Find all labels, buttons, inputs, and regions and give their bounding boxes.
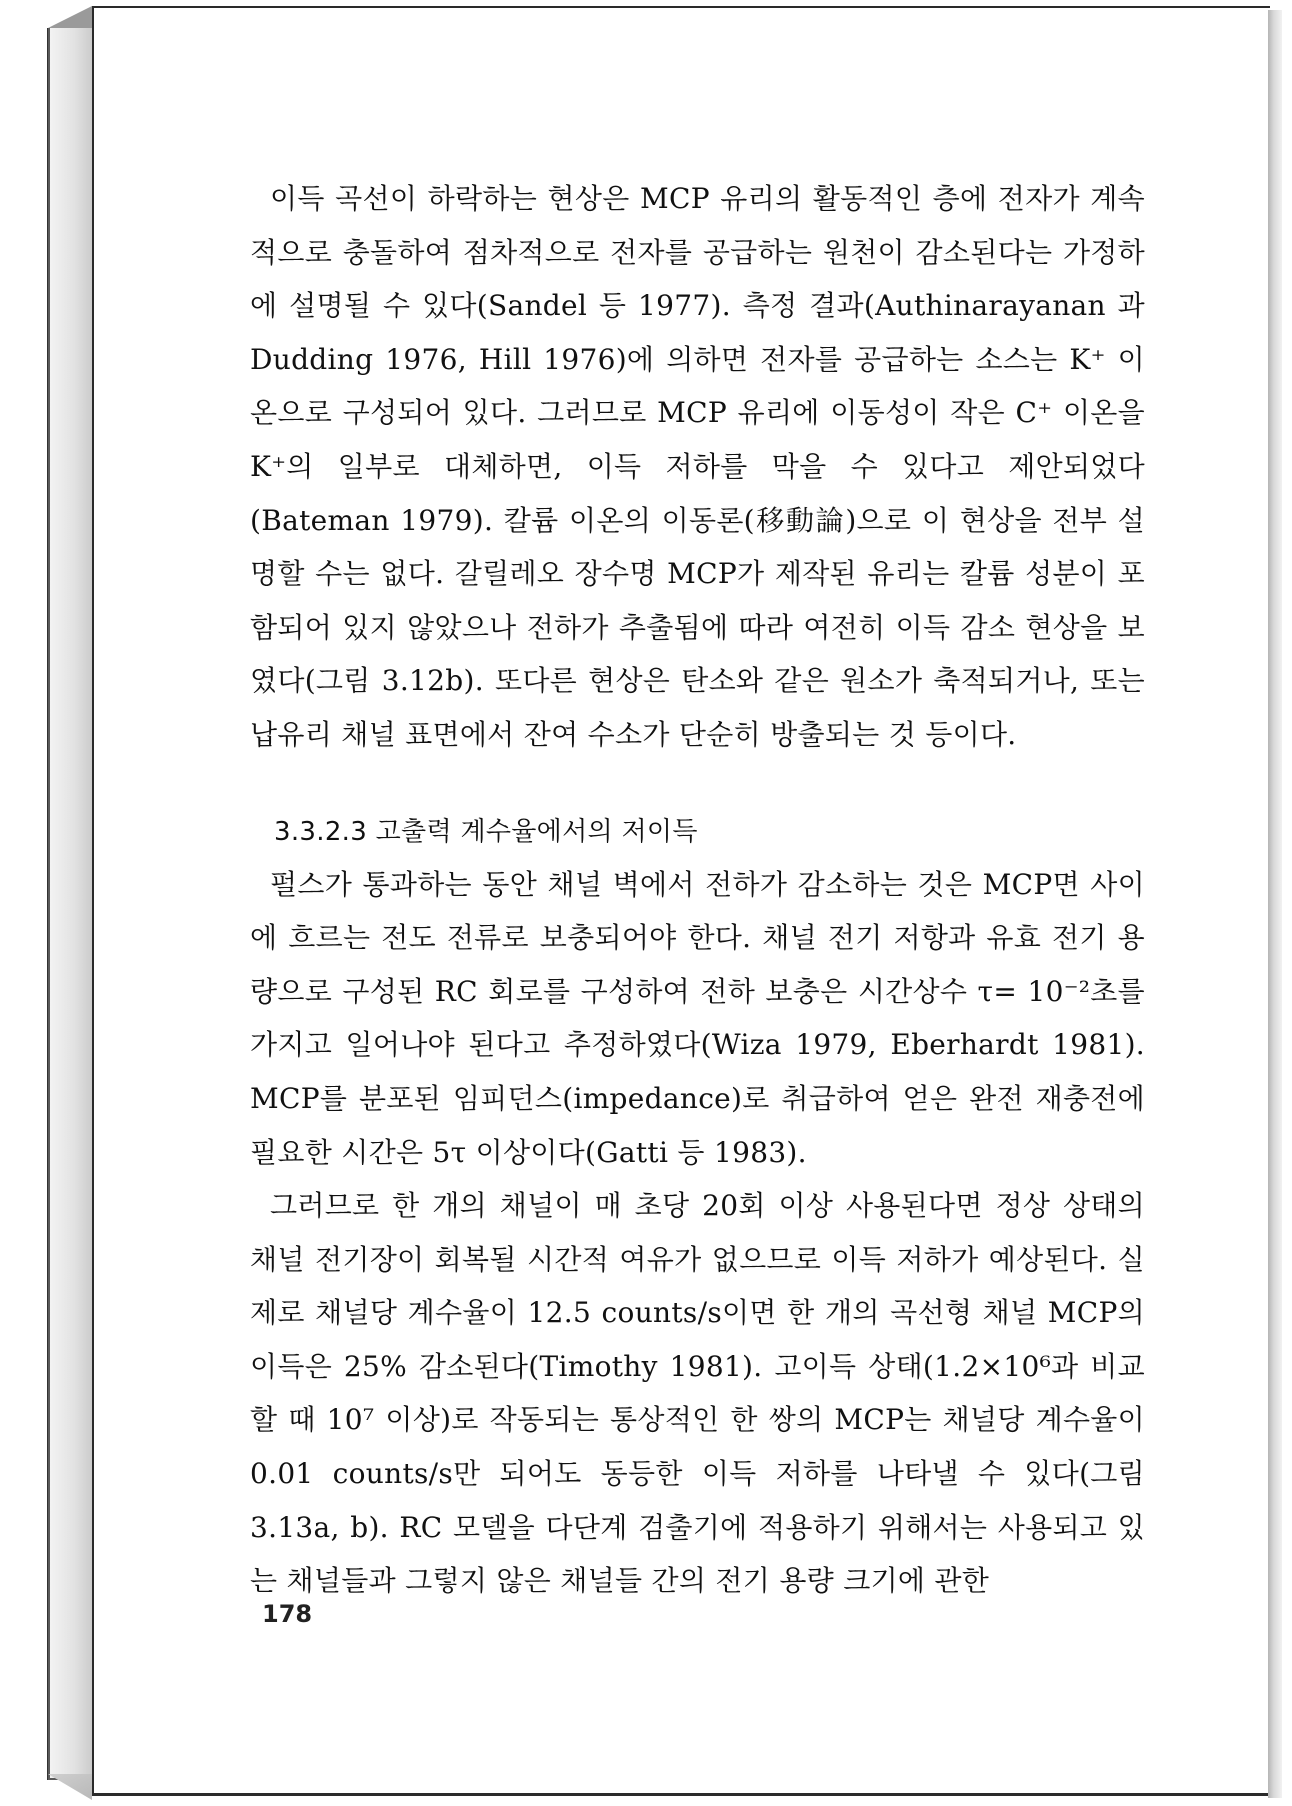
page-edge-shadow [1268, 10, 1282, 1798]
paragraph-count-rate: 그러므로 한 개의 채널이 매 초당 20회 이상 사용된다면 정상 상태의 채널 전기장이 회복될 시간적 여유가 없으므로 이득 저하가 예상된다. 실제로 채널당 계수율이 12.5 counts/s이면 한 개의 곡선형 채널 MCP의 이득은 25% 감소된다(Timothy 1981). 고이득 상태(1.2×10⁶과 비교할 때 10⁷ 이상)로 작동되는 통상적인 한 쌍의 MCP는 채널당 계수율이 0.01 counts/s만 되어도 동등한 이득 저하를 나타낼 수 있다(그림 3.13a, b). RC 모델을 다단계 검출기에 적용하기 위해서는 사용되고 있는 채널들과 그렇지 않은 채널들 간의 전기 용량 크기에 관한 [250, 1189, 1145, 1598]
paragraph-charge-replenish: 펄스가 통과하는 동안 채널 벽에서 전하가 감소하는 것은 MCP면 사이에 흐르는 전도 전류로 보충되어야 한다. 채널 전기 저항과 유효 전기 용량으로 구성된 RC 회로를 구성하여 전하 보충은 시간상수 τ= 10⁻²초를 가지고 일어나야 된다고 추정하였다(Wiza 1979, Eberhardt 1981). MCP를 분포된 임피던스(impedance)로 취급하여 얻은 완전 재충전에 필요한 시간은 5τ 이상이다(Gatti 등 1983). [250, 867, 1146, 1169]
book-spine [48, 28, 94, 1780]
book-spine-top [48, 6, 92, 28]
section-heading: 3.3.2.3 고출력 계수율에서의 저이득 [274, 816, 698, 847]
page-number: 178 [262, 1600, 313, 1628]
page-content [250, 172, 1145, 1608]
paragraph-gain-decline: 이득 곡선이 하락하는 현상은 MCP 유리의 활동적인 층에 전자가 계속적으로 충돌하여 점차적으로 전자를 공급하는 원천이 감소된다는 가정하에 설명될 수 있다(Sandel 등 1977). 측정 결과(Authinarayanan 과 Dudding 1976, Hill 1976)에 의하면 전자를 공급하는 소스는 K⁺ 이온으로 구성되어 있다. 그러므로 MCP 유리에 이동성이 작은 C⁺ 이온을 K⁺의 일부로 대체하면, 이득 저하를 막을 수 있다고 제안되었다(Bateman 1979). 칼륨 이온의 이동론(移動論)으로 이 현상을 전부 설명할 수는 없다. 갈릴레오 장수명 MCP가 제작된 유리는 칼륨 성분이 포함되어 있지 않았으나 전하가 추출됨에 따라 여전히 이득 감소 현상을 보였다(그림 3.12b). 또다른 현상은 탄소와 같은 원소가 축적되거나, 또는 납유리 채널 표면에서 잔여 수소가 단순히 방출되는 것 등이다. [250, 182, 1146, 751]
